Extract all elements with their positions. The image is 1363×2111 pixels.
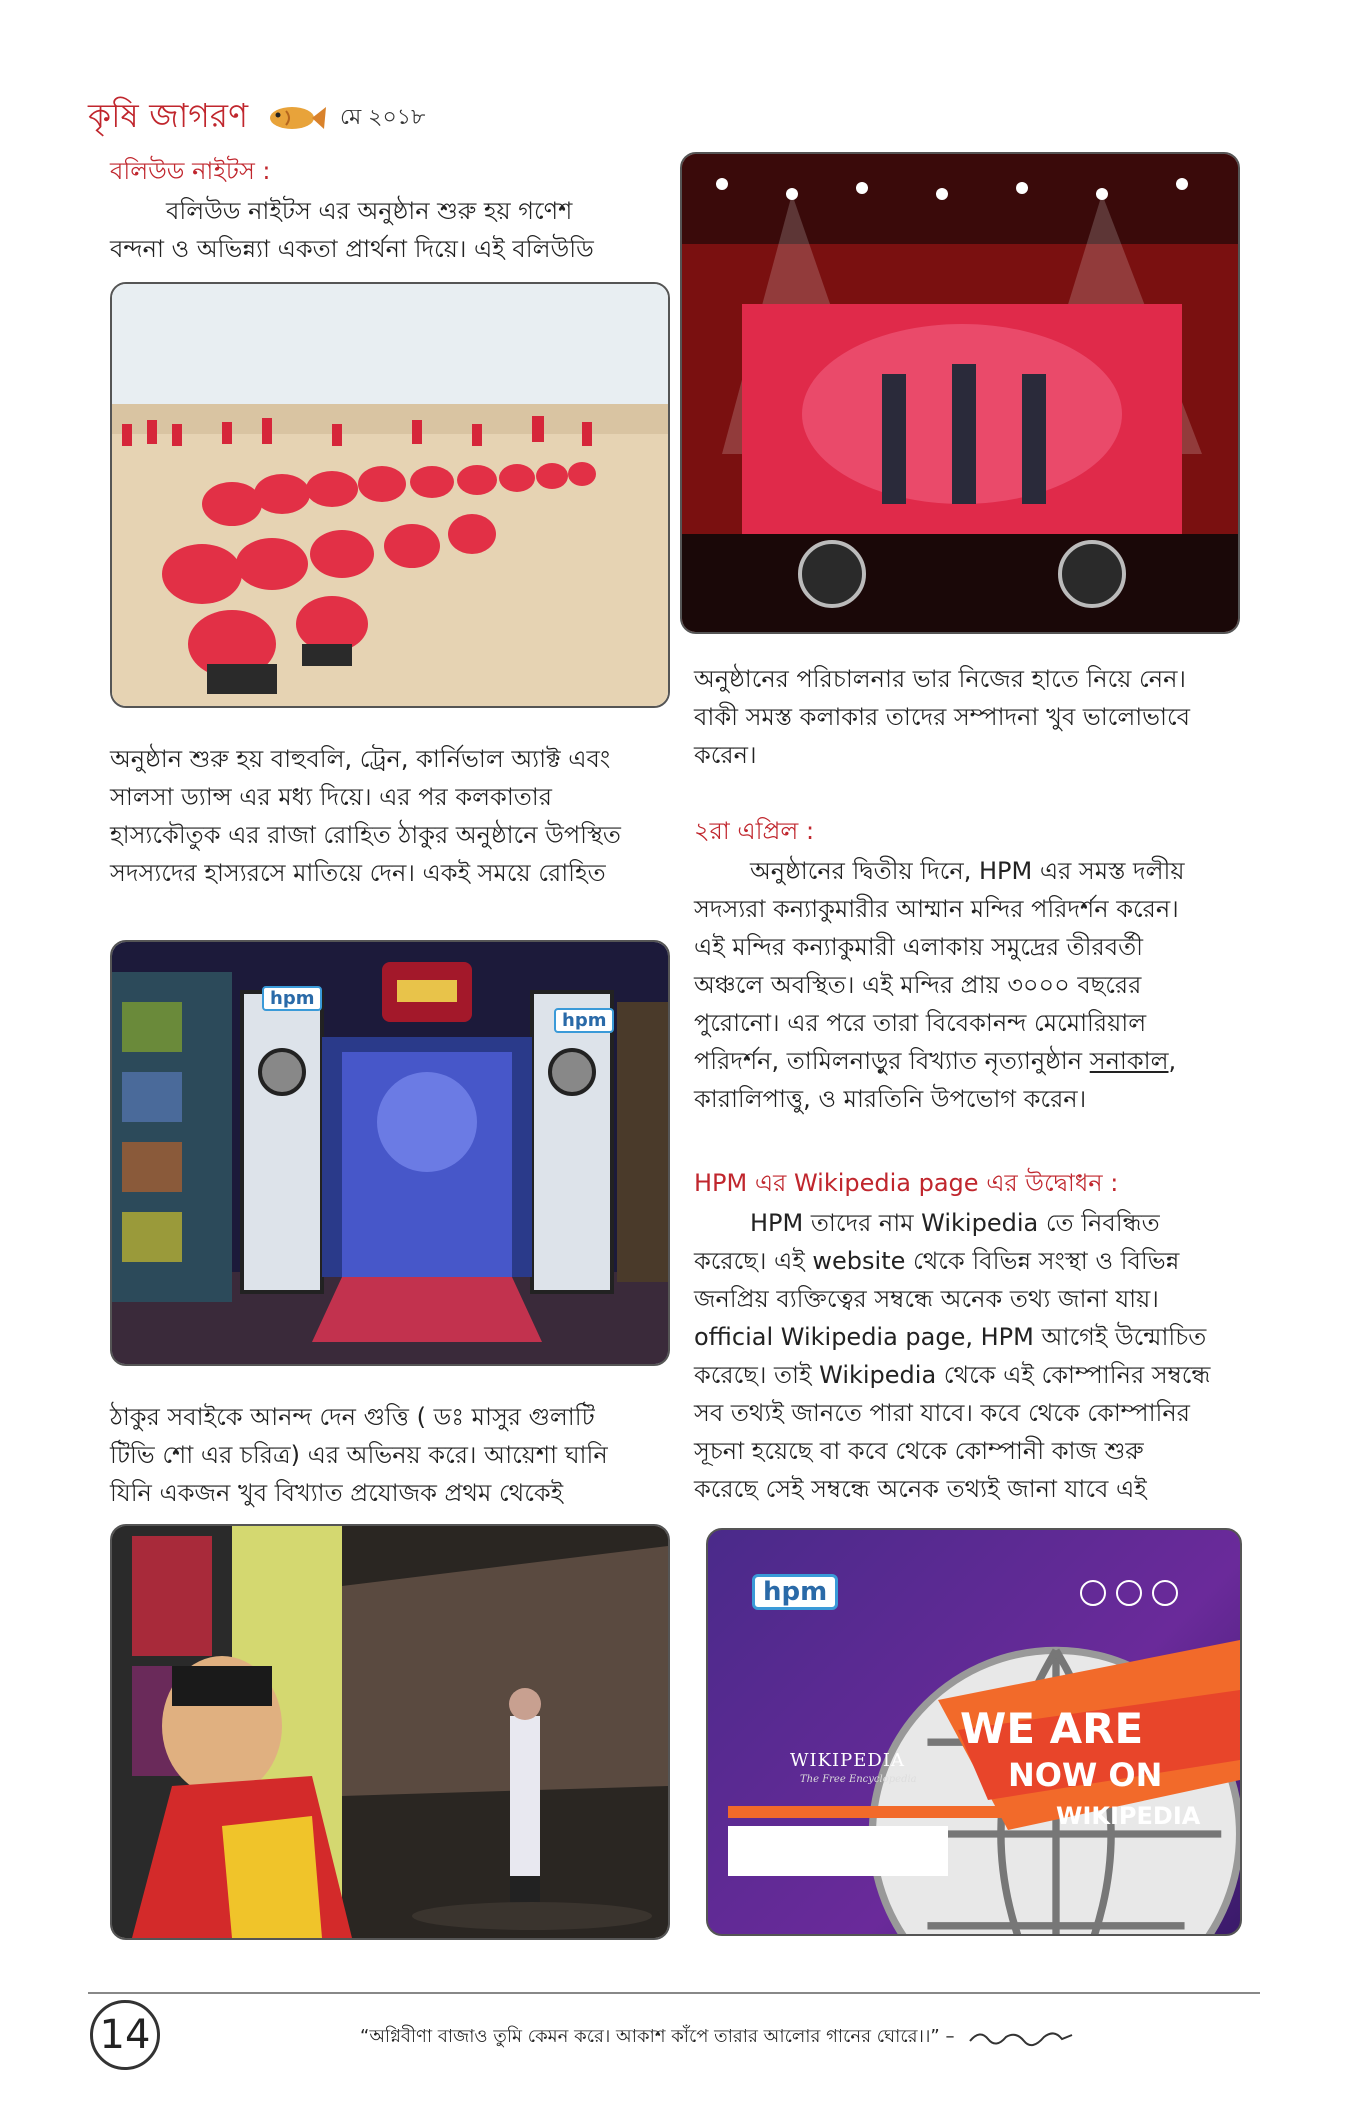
left-paragraph-2 <box>110 740 670 892</box>
paragraph-line: অনুষ্ঠানের পরিচালনার ভার নিজের হাতে নিয়ে নেন। <box>694 665 1187 693</box>
footer-rule <box>88 1992 1260 1994</box>
text-span: , <box>1168 1047 1177 1075</box>
left-paragraph-3 <box>110 1398 670 1512</box>
cc-sa-icon <box>1116 1580 1142 1606</box>
wikipedia-tagline: The Free Encyclopedia <box>800 1774 917 1785</box>
cc-by-icon <box>1080 1580 1106 1606</box>
quote-text: “অগ্নিবীণা বাজাও তুমি কেমন করে। আকাশ কাঁপে তারার আলোর গানের ঘোরে।।” – <box>360 2026 955 2047</box>
section-heading-april-2: ২রা এপ্রিল : <box>694 817 815 845</box>
footer-quote <box>360 2022 1076 2053</box>
page-number: 14 <box>90 2000 160 2070</box>
paragraph-line: সালসা ড্যান্স এর মধ্য দিয়ে। এর পর কলকাতার <box>110 783 552 811</box>
issue-date: মে ২০১৮ <box>340 104 426 130</box>
fish-logo-icon <box>262 103 326 133</box>
banner-line-wikipedia: WIKIPEDIA <box>1056 1802 1201 1830</box>
banner-line-now-on: NOW ON <box>1008 1756 1163 1794</box>
section-heading-wikipedia-launch: HPM এর Wikipedia page এর উদ্বোধন : <box>694 1169 1119 1197</box>
paragraph-line: পুরোনো। এর পরে তারা বিবেকানন্দ মেমোরিয়াল <box>694 1009 1147 1037</box>
left-intro <box>110 152 670 268</box>
paragraph-line: ঠাকুর সবাইকে আনন্দ দেন গুত্তি ( ডঃ মাসুর গুলাটি <box>110 1403 595 1431</box>
paragraph-line: অঞ্চলে অবস্থিত। এই মন্দির প্রায় ৩০০০ বছরের <box>694 971 1142 999</box>
right-section-april <box>694 812 1254 1118</box>
paragraph-line: official Wikipedia page, HPM আগেই উন্মোচিত <box>694 1323 1207 1351</box>
paragraph-line: যিনি একজন খুব বিখ্যাত প্রযোজক প্রথম থেকেই <box>110 1479 564 1507</box>
masthead <box>88 90 425 146</box>
paragraph-line: বলিউড নাইটস এর অনুষ্ঠান শুরু হয় গণেশ <box>166 197 573 225</box>
paragraph-line: বন্দনা ও অভিন্ন্যা একতা প্রার্থনা দিয়ে। এই বলিউডি <box>110 235 594 263</box>
paragraph-line: সব তথ্যই জানতে পারা যাবে। কবে থেকে কোম্পানির <box>694 1399 1190 1427</box>
paragraph-line: বাকী সমস্ত কলাকার তাদের সম্পাদনা খুব ভালোভাবে <box>694 703 1191 731</box>
right-paragraph-1 <box>694 660 1254 774</box>
right-section-wikipedia <box>694 1164 1254 1508</box>
paragraph-line: অনুষ্ঠান শুরু হয় বাহুবলি, ট্রেন, কার্নিভাল অ্যাক্ট এবং <box>110 745 611 773</box>
underlined-term: সনাকাল <box>1089 1047 1169 1075</box>
section-heading-bollywood-nights: বলিউড নাইটস : <box>110 157 271 185</box>
paragraph-line: টিভি শো এর চরিত্র) এর অভিনয় করে। আয়েশা ঘানি <box>110 1441 608 1469</box>
banner-line-we-are: WE ARE <box>960 1704 1144 1753</box>
paragraph-line: করেন। <box>694 741 757 769</box>
paragraph-line: সূচনা হয়েছে বা কবে থেকে কোম্পানী কাজ শুরু <box>694 1437 1144 1465</box>
paragraph-line: এই মন্দির কন্যাকুমারী এলাকায় সমুদ্রের তীরবর্তী <box>694 933 1143 961</box>
hpm-logo: hpm <box>752 1574 838 1610</box>
paragraph-line <box>694 1042 1254 1080</box>
text-span: পরিদর্শন, তামিলনাড়ুর বিখ্যাত নৃত্যানুষ্ঠান <box>694 1047 1090 1075</box>
paragraph-line: করেছে। এই website থেকে বিভিন্ন সংস্থা ও বিভিন্ন <box>694 1247 1180 1275</box>
paragraph-line: HPM তাদের নাম Wikipedia তে নিবন্ধিত <box>750 1209 1160 1237</box>
magazine-title: কৃষি জাগরণ <box>88 96 249 135</box>
cc-license-icons <box>1080 1580 1178 1606</box>
hpm-logo-right: hpm <box>554 1008 614 1033</box>
hpm-logo-left: hpm <box>262 986 322 1011</box>
wikipedia-wordmark: WIKIPEDIA <box>790 1750 905 1771</box>
photo-beach-team <box>110 282 670 708</box>
paragraph-line: জনপ্রিয় ব্যক্তিত্বের সম্বন্ধে অনেক তথ্য জানা যায়। <box>694 1285 1159 1313</box>
paragraph-line: অনুষ্ঠানের দ্বিতীয় দিনে, HPM এর সমস্ত দলীয় <box>750 857 1185 885</box>
paragraph-line: হাস্যকৌতুক এর রাজা রোহিত ঠাকুর অনুষ্ঠানে উপস্থিত <box>110 821 621 849</box>
paragraph-line: করেছে। তাই Wikipedia থেকে এই কোম্পানির সম্বন্ধে <box>694 1361 1211 1389</box>
paragraph-line: কারালিপাত্তু, ও মারতিনি উপভোগ করেন। <box>694 1085 1087 1113</box>
wikipedia-banner <box>706 1528 1242 1936</box>
photo-comedian-performance <box>110 1524 670 1940</box>
cc-nd-icon <box>1152 1580 1178 1606</box>
signature-icon <box>966 2025 1076 2049</box>
paragraph-line: সদস্যদের হাস্যরসে মাতিয়ে দেন। একই সময়ে রোহিত <box>110 859 606 887</box>
photo-stage-show <box>680 152 1240 634</box>
paragraph-line: সদস্যরা কন্যাকুমারীর আম্মান মন্দির পরিদর্শন করেন। <box>694 895 1179 923</box>
photo-bollywood-entrance <box>110 940 670 1366</box>
paragraph-line: করেছে সেই সম্বন্ধে অনেক তথ্যই জানা যাবে এই <box>694 1475 1147 1503</box>
